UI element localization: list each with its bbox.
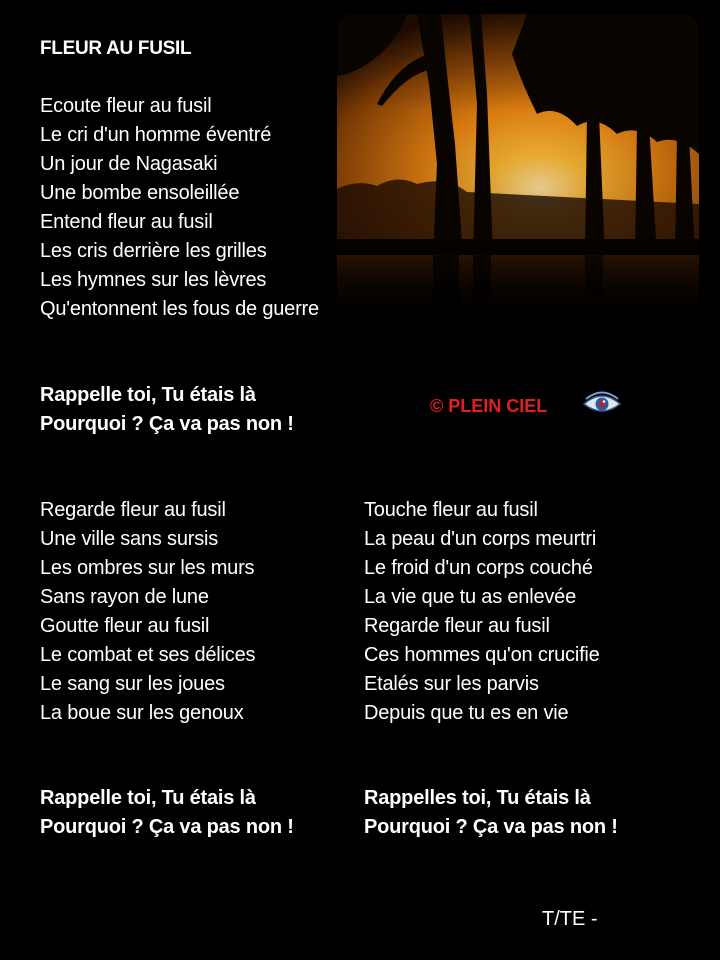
verse-line: Un jour de Nagasaki	[40, 153, 218, 175]
chorus-line: Rappelle toi, Tu étais là	[40, 787, 256, 809]
verse-line: Les hymnes sur les lèvres	[40, 269, 267, 291]
chorus-2	[40, 784, 294, 842]
sunset-trees-photo	[337, 14, 699, 256]
verse-line: Etalés sur les parvis	[364, 673, 539, 695]
verse-line: Qu'entonnent les fous de guerre	[40, 298, 319, 320]
verse-line: Goutte fleur au fusil	[40, 615, 210, 637]
copyright-notice: © PLEIN CIEL	[430, 396, 548, 416]
sunset-photo-reflection	[337, 255, 699, 325]
verse-line: Regarde fleur au fusil	[364, 615, 550, 637]
chorus-line: Pourquoi ? Ça va pas non !	[40, 413, 294, 435]
chorus-line: Pourquoi ? Ça va pas non !	[364, 816, 618, 838]
chorus-line: Rappelle toi, Tu étais là	[40, 384, 256, 406]
verse-line: Depuis que tu es en vie	[364, 702, 569, 724]
verse-line: Sans rayon de lune	[40, 586, 209, 608]
chorus-1	[40, 381, 294, 439]
verse-line: La boue sur les genoux	[40, 702, 244, 724]
verse-line: Ces hommes qu'on crucifie	[364, 644, 600, 666]
verse-line: Regarde fleur au fusil	[40, 499, 226, 521]
signature: T/TE -	[542, 908, 598, 930]
verse-line: La peau d'un corps meurtri	[364, 528, 597, 550]
verse-line: Entend fleur au fusil	[40, 211, 213, 233]
chorus-line: Rappelles toi, Tu étais là	[364, 787, 591, 809]
chorus-line: Pourquoi ? Ça va pas non !	[40, 816, 294, 838]
verse-line: Touche fleur au fusil	[364, 499, 538, 521]
verse-2	[40, 496, 255, 728]
verse-line: La vie que tu as enlevée	[364, 586, 577, 608]
verse-line: Les ombres sur les murs	[40, 557, 255, 579]
verse-line: Le sang sur les joues	[40, 673, 225, 695]
eye-icon	[582, 388, 622, 418]
verse-line: Ecoute fleur au fusil	[40, 95, 212, 117]
verse-line: Une ville sans sursis	[40, 528, 219, 550]
chorus-3	[364, 784, 618, 842]
verse-line: Le froid d'un corps couché	[364, 557, 593, 579]
poem-title: FLEUR AU FUSIL	[40, 38, 192, 59]
verse-line: Le cri d'un homme éventré	[40, 124, 272, 146]
verse-line: Le combat et ses délices	[40, 644, 256, 666]
verse-1	[40, 92, 319, 324]
verse-3	[364, 496, 600, 728]
verse-line: Les cris derrière les grilles	[40, 240, 267, 262]
verse-line: Une bombe ensoleillée	[40, 182, 240, 204]
